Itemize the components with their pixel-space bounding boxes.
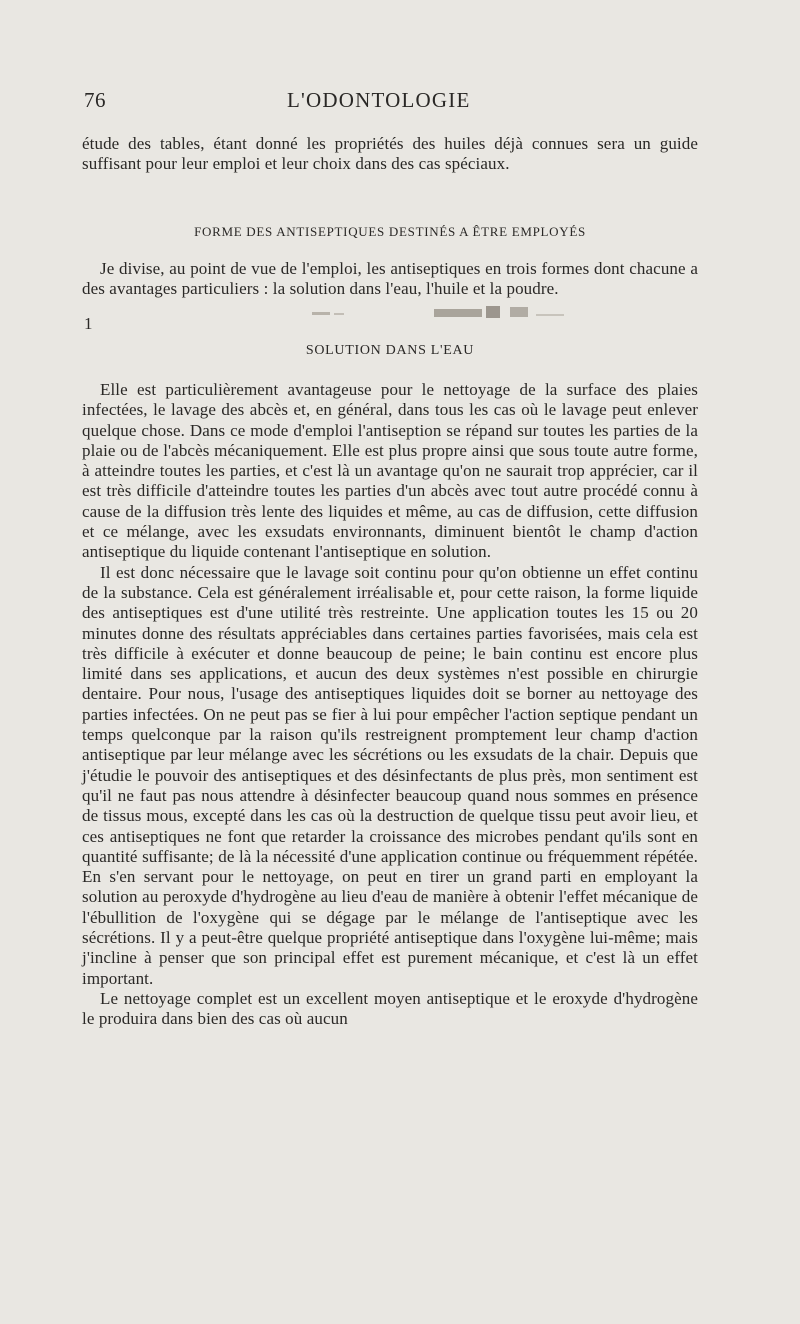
ink-speckles	[310, 302, 630, 320]
running-title: L'ODONTOLOGIE	[287, 88, 471, 112]
section-heading-forme: FORME DES ANTISEPTIQUES DESTINÉS A ÊTRE EMPLOYÉS	[194, 224, 586, 239]
section-2-paragraph-2: Il est donc nécessaire que le lavage soit continu pour qu'on obtienne un effet continu de la substance. Cela est généralement irréalisable et, pour cette raison, la forme liquide des antiseptiques est d'une utilité très restreinte. Une application toutes les 15 ou 20 minutes donne des résultats appréciables dans certaines parties favorisées, mais cela est très difficile à exécuter et donne beaucoup de peine; le bain continu est encore plus limité dans ses applications, et aucun des deux systèmes n'est possible en chirurgie dentaire. Pour nous, l'usage des antiseptiques liquides doit se borner au nettoyage des parties infectées. On ne peut pas se fier à lui pour empêcher l'action septique pendant un temps quelconque par la raison qu'ils restreignent promptement leur champ d'action antiseptique par leur mélange avec les sécrétions ou les exsudats de la chair. Depuis que j'étudie le pouvoir des antiseptiques et des désinfectants de plus près, mon sentiment est qu'il ne faut pas nous attendre à désinfecter beaucoup quand nous sommes en présence de tissus mous, excepté dans les cas où la destruction de quelque tissu peut avoir lieu, et ces antiseptiques ne font que retarder la croissance des microbes pendant qu'ils sont en quantité suffisante; de là la nécessité d'une application continue ou fréquemment répétée. En s'en servant pour le nettoyage, on peut en tirer un grand parti en employant la solution au peroxyde d'hydrogène au lieu d'eau de manière à obtenir l'effet mécanique de l'ébullition de l'oxygène qui se dégage par le mélange de l'antiseptique avec les sécrétions. Il y a peut-être quelque propriété antiseptique dans l'oxygène lui-même; mais j'incline à penser que son principal effet est purement mécanique, et c'est là un effet important.	[82, 562, 698, 988]
intro-paragraph-block	[82, 134, 698, 175]
section-1-paragraph: Je divise, au point de vue de l'emploi, les antiseptiques en trois formes dont chacune a des avantages particuliers : la solution dans l'eau, l'huile et la poudre.	[82, 259, 698, 299]
section-2-body	[82, 380, 698, 1030]
stray-margin-mark: 1	[84, 314, 93, 333]
section-2-paragraph-1: Elle est particulièrement avantageuse pour le nettoyage de la surface des plaies infectées, le lavage des abcès et, en général, dans tous les cas où le lavage peut enlever quelque chose. Dans ce mode d'emploi l'antiseption se répand sur toutes les parties de la plaie ou de l'abcès mécaniquement. Elle est plus propre ainsi que sous toute autre forme, à atteindre toutes les parties, et c'est là un avantage qu'on ne saurait trop apprécier, car il est très difficile d'atteindre toutes les parties d'un abcès avec tout autre procédé connu à cause de la diffusion très lente des liquides et même, au cas de diffusion, cette diffusion et ce mélange, avec les exsudats environnants, diminuent bientôt le champ d'action antiseptique du liquide contenant l'antiseptique en solution.	[82, 380, 698, 562]
section-2-paragraph-3: Le nettoyage complet est un excellent moyen antiseptique et le eroxyde d'hydrogène le produira dans bien des cas où aucun	[82, 988, 698, 1029]
page-header	[82, 88, 698, 116]
section-heading-solution: SOLUTION DANS L'EAU	[305, 343, 475, 358]
page-number: 76	[84, 88, 106, 112]
intro-paragraph: étude des tables, étant donné les propriétés des huiles déjà connues sera un guide suffisant pour leur emploi et leur choix dans des cas spéciaux.	[82, 134, 698, 174]
section-1-body	[82, 259, 698, 300]
